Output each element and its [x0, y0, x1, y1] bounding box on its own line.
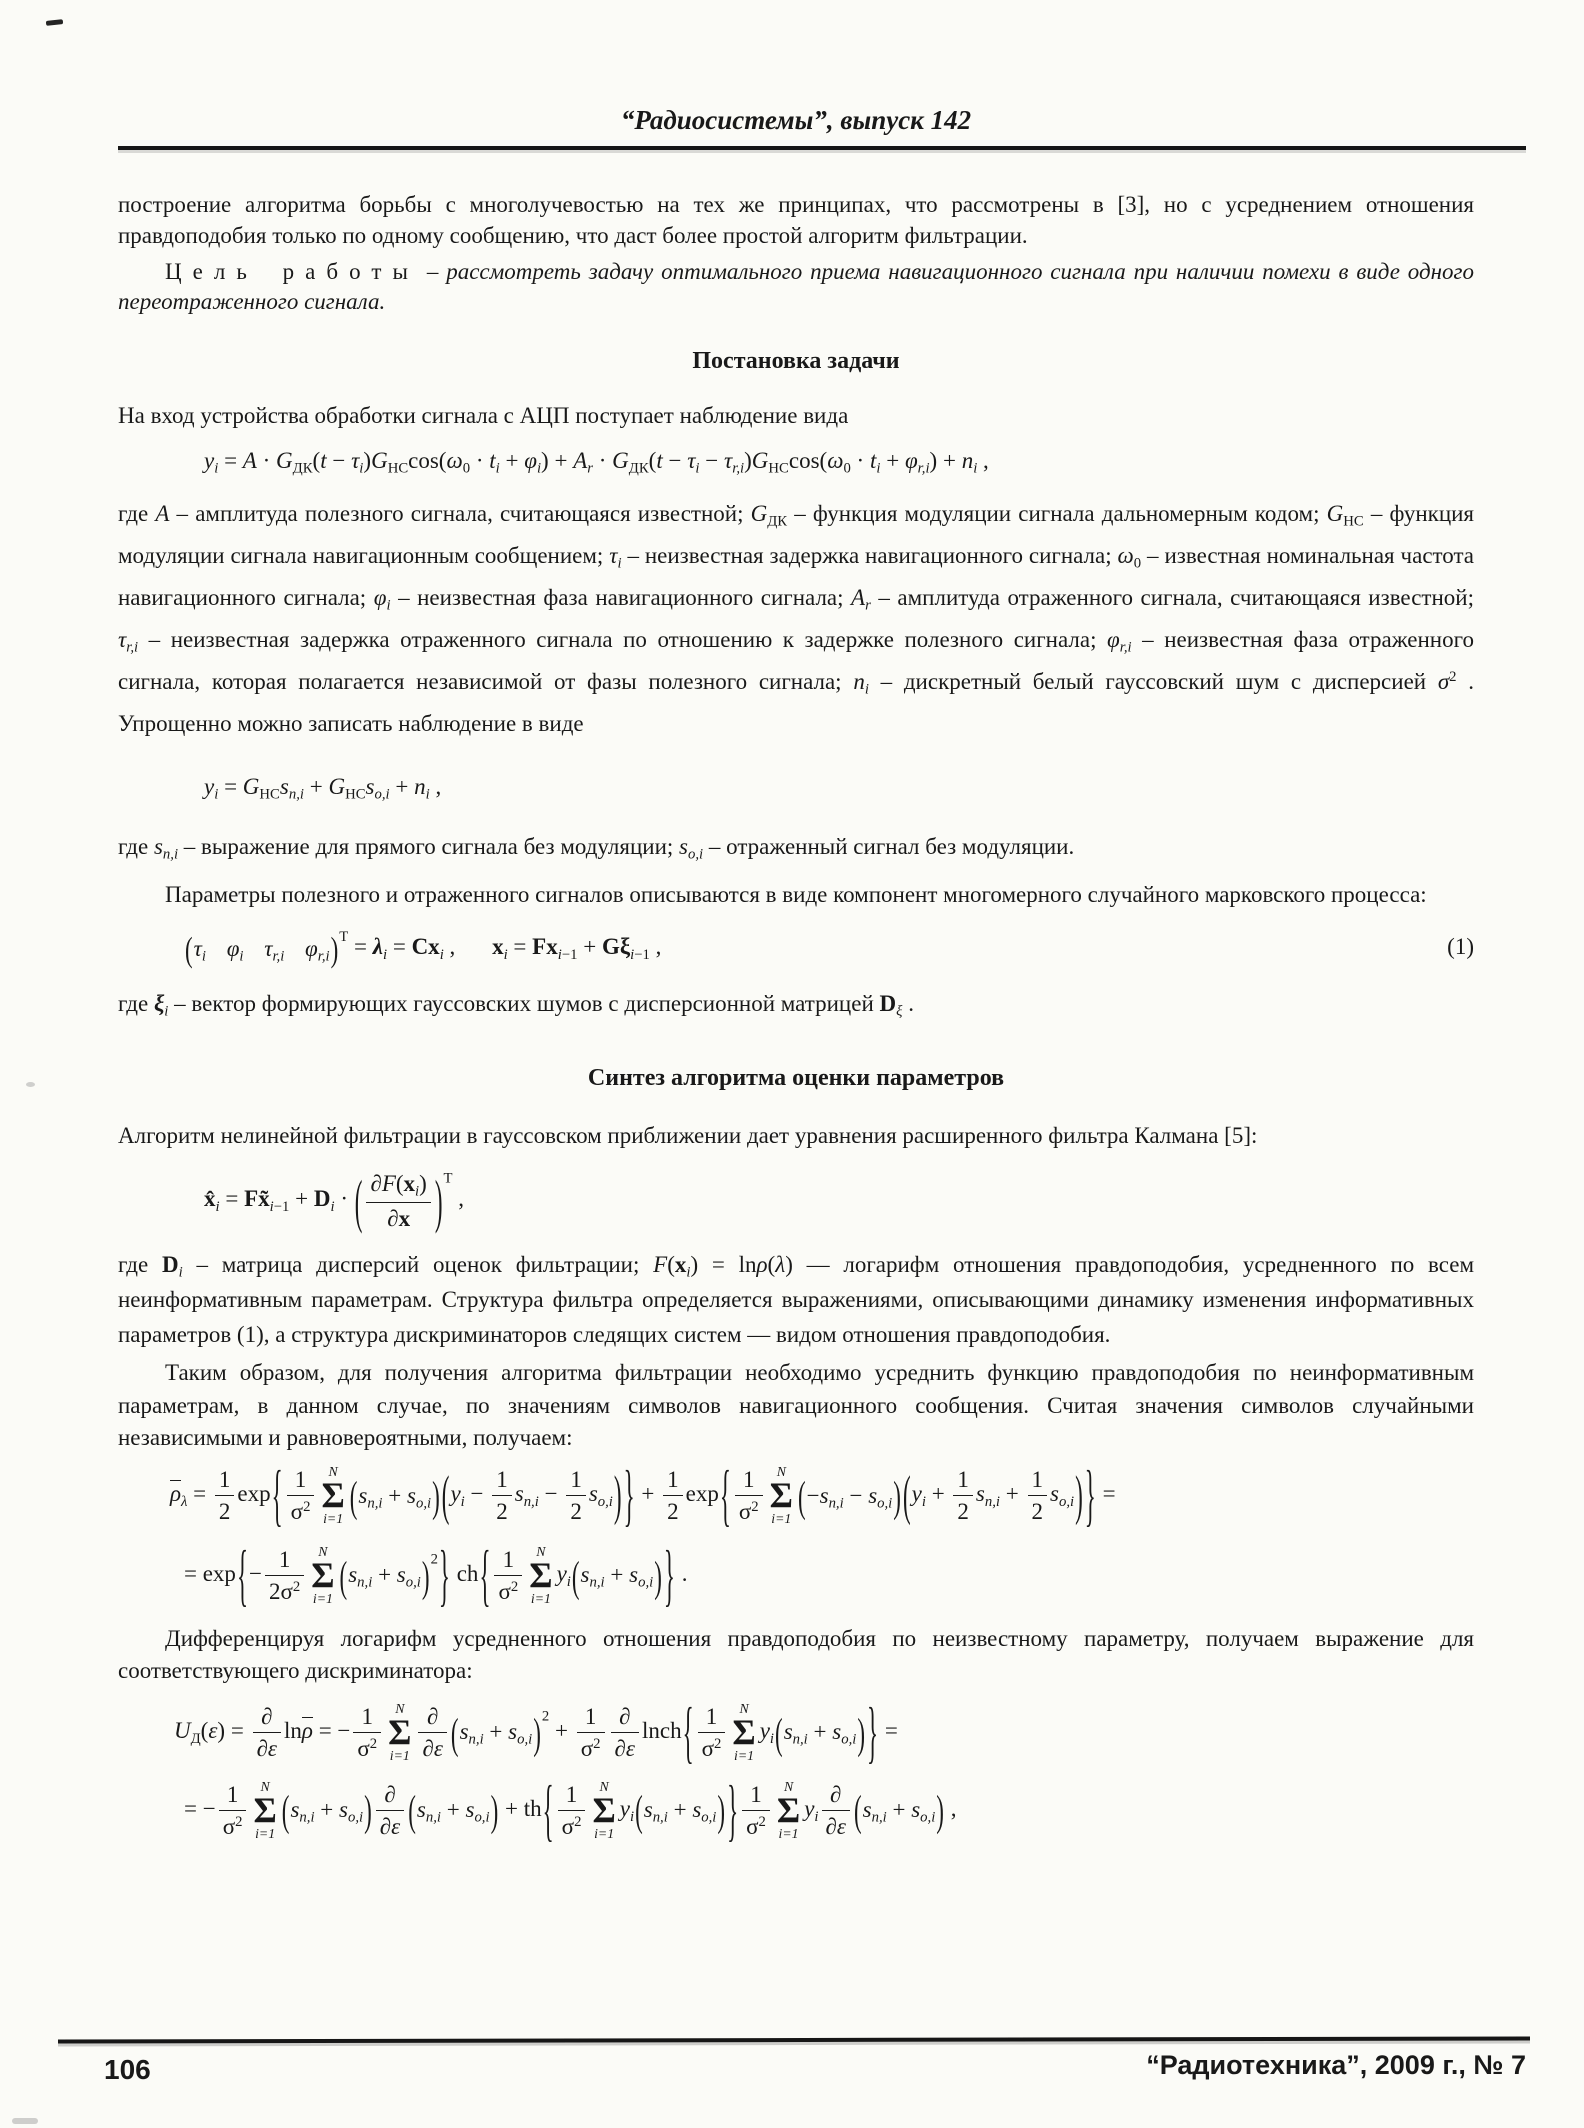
section-heading-synthesis: Синтез алгоритма оценки параметров	[587, 1064, 1005, 1091]
equation-likelihood-line2: = exp{− $\frac{1}{2\sigma^2}$ N Σ i=1 $(s_{п,i} + s_{о,i})^2$} ch{ $\frac{1}{\sigma^2}$ N Σ i=1 $y_i(s_{п,i} + s_{о,i})$} .	[184, 1538, 688, 1614]
header-rule	[118, 146, 1526, 150]
paragraph-averaging: Таким образом, для получения алгоритма фильтрации необходимо усреднить функцию правдоподобия по неинформативным параметрам, в данном случае, по значениям символов навигационного сообщения. Считая значения символов случайными независимыми и равновероятными, получаем:	[118, 1360, 1474, 1451]
equation-observation: $y_i = A \cdot G_{ДК}(t - \tau_i)G_{НС}\cos(\omega_0 \cdot t_i + \varphi_i) + A_r \cdot G_{ДК}(t - \tau_i - \tau_{r,i})G_{НС}\cos(\omega_0 \cdot t_i + \varphi_{r,i}) + n_i$ ,	[204, 448, 989, 477]
equation-kalman: $x̂_i$ = $Fx̃_{i-1} + D_i$ · ( $\frac{\partial F(x_i)}{\partial x}$ )$^Т$ ,	[204, 1168, 464, 1234]
paragraph-noise-vector: где $\xi_i$ – вектор формирующих гауссовских шумов с дисперсионной матрицей $D_\xi$ .	[118, 990, 914, 1020]
paragraph-observation-intro: На вход устройства обработки сигнала с АЦП поступает наблюдение вида	[118, 402, 849, 428]
equation-discriminator-line1: $U_Д(\varepsilon)$ = $\frac{\partial}{\partial\varepsilon}$ lnρ = − $\frac{1}{\sigma^2}$ N Σ i=1 $\frac{\partial}{\partial\varepsilon}$ $(s_{п,i} + s_{о,i})^2$ + $\frac{1}{\sigma^2}$ $\frac{\partial}{\partial\varepsilon}$ lnch{ $\frac{1}{\sigma^2}$ N Σ i=1 $y_i(s_{п,i} + s_{о,i})$} =	[174, 1695, 898, 1771]
equation-likelihood-line1: $\rho_\lambda$ = $\frac{1}{2}$ exp{ $\frac{1}{\sigma^2}$ N Σ i=1 $(s_{п,i} + s_{о,i})(y_i$ − $\frac{1}{2}$ $s_{п,i}$ − $\frac{1}{2}$ $s_{о,i}$)} + $\frac{1}{2}$ exp{ $\frac{1}{\sigma^2}$ N Σ i=1 $(-s_{п,i} - s_{о,i})(y_i$ + $\frac{1}{2}$ $s_{п,i}$ + $\frac{1}{2}$ $s_{о,i}$)} =	[170, 1458, 1116, 1534]
paragraph-discriminator-intro: Дифференцируя логарифм усредненного отношения правдоподобия по неизвестному параметру, получаем выражение для соответствующего дискриминатора:	[118, 1625, 1474, 1684]
paragraph-kalman-intro: Алгоритм нелинейной фильтрации в гауссовском приближении дает уравнения расширенного фильтра Калмана [5]:	[118, 1122, 1258, 1148]
equation-number: (1)	[1447, 933, 1474, 959]
scan-artifact-speck	[26, 1082, 35, 1087]
footer-rule	[58, 2036, 1530, 2043]
equation-markov: ($\tau_i$ $\varphi_i$ $\tau_{r,i}$ $\varphi_{r,i})^Т = \lambda_i = Cx_i$ , $x_i = Fx_{i-1} + G\xi_{i-1}$ ,	[185, 928, 662, 969]
paragraph-intro-continuation: построение алгоритма борьбы с многолучевостью на тех же принципах, что рассмотрены в [3], но с усреднением отношения правдоподобия только по одному сообщению, что даст более простой алгоритм фильтрации.	[118, 192, 1474, 248]
page-content	[118, 0, 1475, 1848]
paragraph-signals-definition: где $s_{п,i}$ – выражение для прямого сигнала без модуляции; $s_{о,i}$ – отраженный сигнал без модуляции.	[118, 833, 1075, 863]
scan-artifact-dash	[46, 19, 63, 26]
scan-artifact-speck	[12, 2118, 38, 2124]
page-number: 106	[104, 2054, 151, 2085]
paragraph-variables-definition: где A – амплитуда полезного сигнала, считающаяся известной; $G_{ДК}$ – функция модуляции сигнала дальномерным кодом; $G_{НС}$ – функция модуляции сигнала навигационным сообщением; $\tau_i$ – неизвестная задержка навигационного сигнала; $\omega_0$ – известная номинальная частота навигационного сигнала; $\varphi_i$ – неизвестная фаза навигационного сигнала; $A_r$ – амплитуда отраженного сигнала, считающаяся известной; $\tau_{r,i}$ – неизвестная задержка отраженного сигнала по отношению к задержке полезного сигнала; $\varphi_{r,i}$ – неизвестная фаза отраженного сигнала, которая полагается независимой от фазы полезного сигнала; $n_i$ – дискретный белый гауссовский шум с дисперсией $\sigma^2$ . Упрощенно можно записать наблюдение в виде	[118, 500, 1475, 736]
equation-simplified-observation: $y_i = G_{НС}s_{п,i} + G_{НС}s_{о,i} + n_i$ ,	[204, 774, 442, 803]
section-heading-problem: Постановка задачи	[692, 347, 900, 374]
journal-header: “Радиосистемы”, выпуск 142	[620, 105, 972, 135]
equation-discriminator-line2: = − $\frac{1}{\sigma^2}$ N Σ i=1 $(s_{п,i} + s_{о,i})$ $\frac{\partial}{\partial\varepsilon}$ $(s_{п,i} + s_{о,i}) + th${ $\frac{1}{\sigma^2}$ N Σ i=1 $y_i(s_{п,i} + s_{о,i})$} $\frac{1}{\sigma^2}$ N Σ i=1 $y_i$ $\frac{\partial}{\partial\varepsilon}$ $(s_{п,i} + s_{о,i})$ ,	[184, 1772, 957, 1848]
paragraph-goal: Цель работы – рассмотреть задачу оптимального приема навигационного сигнала при наличии помехи в виде одного переотраженного сигнала.	[118, 259, 1475, 315]
paragraph-markov-intro: Параметры полезного и отраженного сигналов описываются в виде компонент многомерного случайного марковского процесса:	[165, 882, 1427, 908]
paragraph-filter-structure: где $D_i$ – матрица дисперсий оценок фильтрации; $F(x_i) = \ln\rho(\lambda)$ — логарифм отношения правдоподобия, усредненного по всем неинформативным параметрам. Структура фильтра определяется выражениями, описывающими динамику изменения информативных параметров (1), а структура дискриминаторов следящих систем — видом отношения правдоподобия.	[118, 1252, 1475, 1348]
journal-footer: “Радиотехника”, 2009 г., № 7	[1146, 2050, 1526, 2080]
equation-markov-row	[118, 928, 1474, 969]
